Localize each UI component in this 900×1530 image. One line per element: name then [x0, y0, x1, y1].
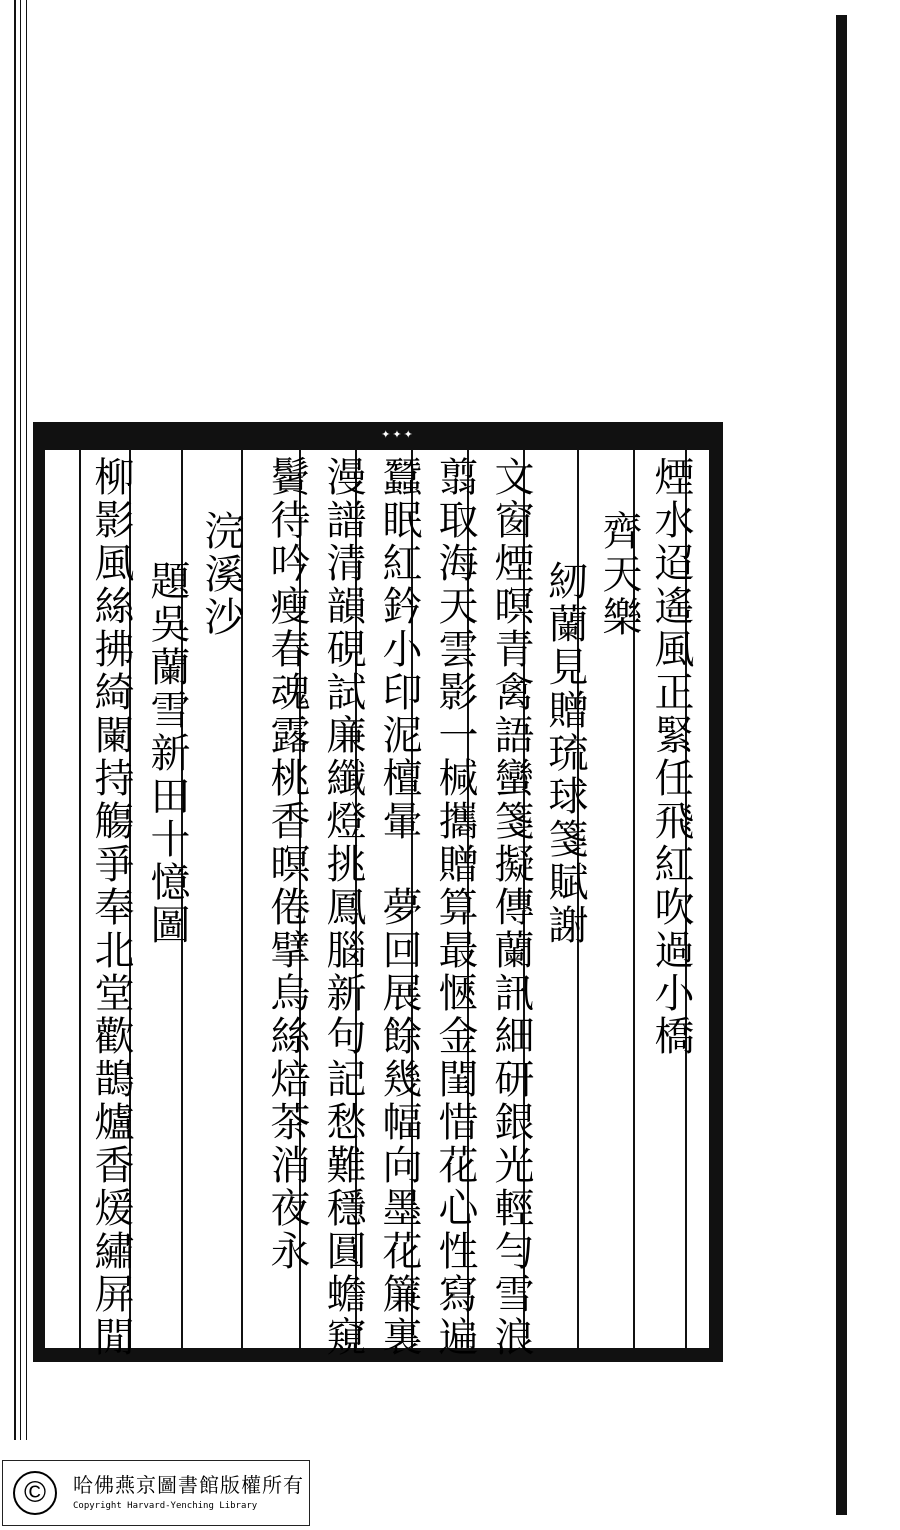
copyright-icon: © [13, 1471, 57, 1515]
binding-edge-line [26, 0, 27, 1440]
text-column-7: 漫譜清韻硯試廉纖燈挑鳳腦新句記愁難穩圓蟾窺 [320, 456, 366, 1359]
copyright-chinese: 哈佛燕京圖書館版權所有 [73, 1473, 304, 1497]
text-column-6: 蠶眠紅鈐小印泥檀暈 夢回展餘幾幅向墨花簾裏 [376, 456, 422, 1359]
heading-tune-title: 浣溪沙 [198, 510, 244, 639]
text-block-frame [33, 422, 723, 1362]
copyright-english: Copyright Harvard-Yenching Library [73, 1501, 258, 1511]
preface-column: 題吳蘭雪新田十憶圖 [144, 560, 190, 947]
text-column-11: 柳影風絲拂綺闌持觴爭奉北堂歡鵲爐香煖繡屏閒 [88, 456, 134, 1359]
binding-edge-line [20, 0, 21, 1440]
heading-tune-title: 齊天樂 [596, 510, 642, 639]
text-column-5: 翦取海天雲影一椷攜贈算最愜金閨惜花心性寫遍 [432, 456, 478, 1359]
column-rule [79, 450, 81, 1348]
text-column-4: 文窗煙暝青禽語蠻箋擬傳蘭訊細研銀光輕勻雪浪 [488, 456, 534, 1359]
page-edge-right [836, 15, 847, 1515]
text-block [45, 450, 709, 1359]
preface-column: 紉蘭見贈琉球箋賦謝 [542, 560, 588, 947]
copyright-stamp [2, 1460, 310, 1526]
text-column-1: 煙水迢遙風正緊任飛紅吹過小橋 [648, 456, 694, 1058]
binding-edge-line [14, 0, 16, 1440]
text-column-8: 鬢待吟瘦春魂露桃香暝倦擘烏絲焙茶消夜永 [264, 456, 310, 1273]
ornament-icon: ✦✦✦ [381, 428, 415, 441]
